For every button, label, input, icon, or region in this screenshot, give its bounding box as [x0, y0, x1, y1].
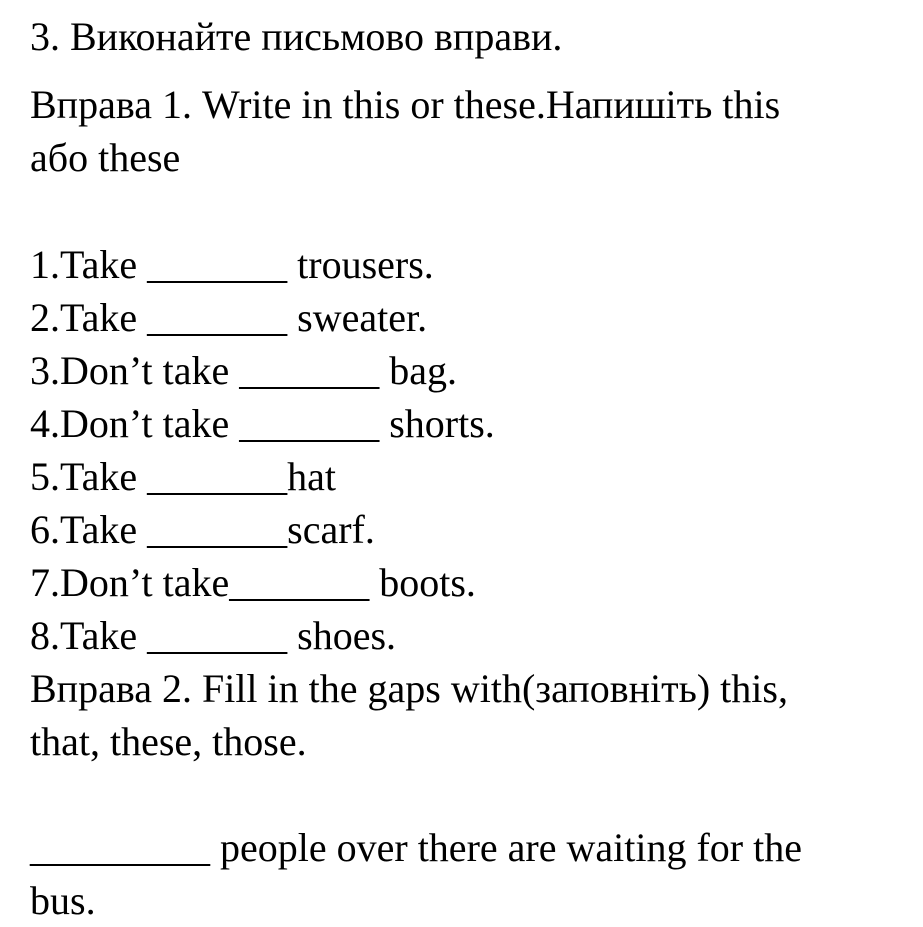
exercise1-item: 7.Don’t take_______ boots.: [30, 560, 476, 605]
exercise2-sentence: _________ people over there are waiting for the: [30, 825, 802, 870]
exercise1-item: 4.Don’t take _______ shorts.: [30, 401, 495, 446]
exercise2-sentence-cont: bus.: [30, 878, 96, 923]
page-title: 3. Виконайте письмово вправи.: [30, 14, 563, 59]
exercise1-item: 8.Take _______ shoes.: [30, 613, 397, 658]
exercise1-item: 1.Take _______ trousers.: [30, 242, 434, 287]
exercise1-heading: Вправа 1. Write in this or these.Напишіть this: [30, 82, 781, 127]
exercise1-item: 5.Take _______hat: [30, 454, 337, 499]
exercise2-heading-cont: that, these, those.: [30, 719, 307, 764]
exercise2-heading: Вправа 2. Fill in the gaps with(заповніть) this,: [30, 666, 788, 711]
exercise1-item: 2.Take _______ sweater.: [30, 295, 428, 340]
exercise1-item: 3.Don’t take _______ bag.: [30, 348, 457, 393]
exercise1-heading-cont: або these: [30, 135, 181, 180]
exercise1-item: 6.Take _______scarf.: [30, 507, 375, 552]
